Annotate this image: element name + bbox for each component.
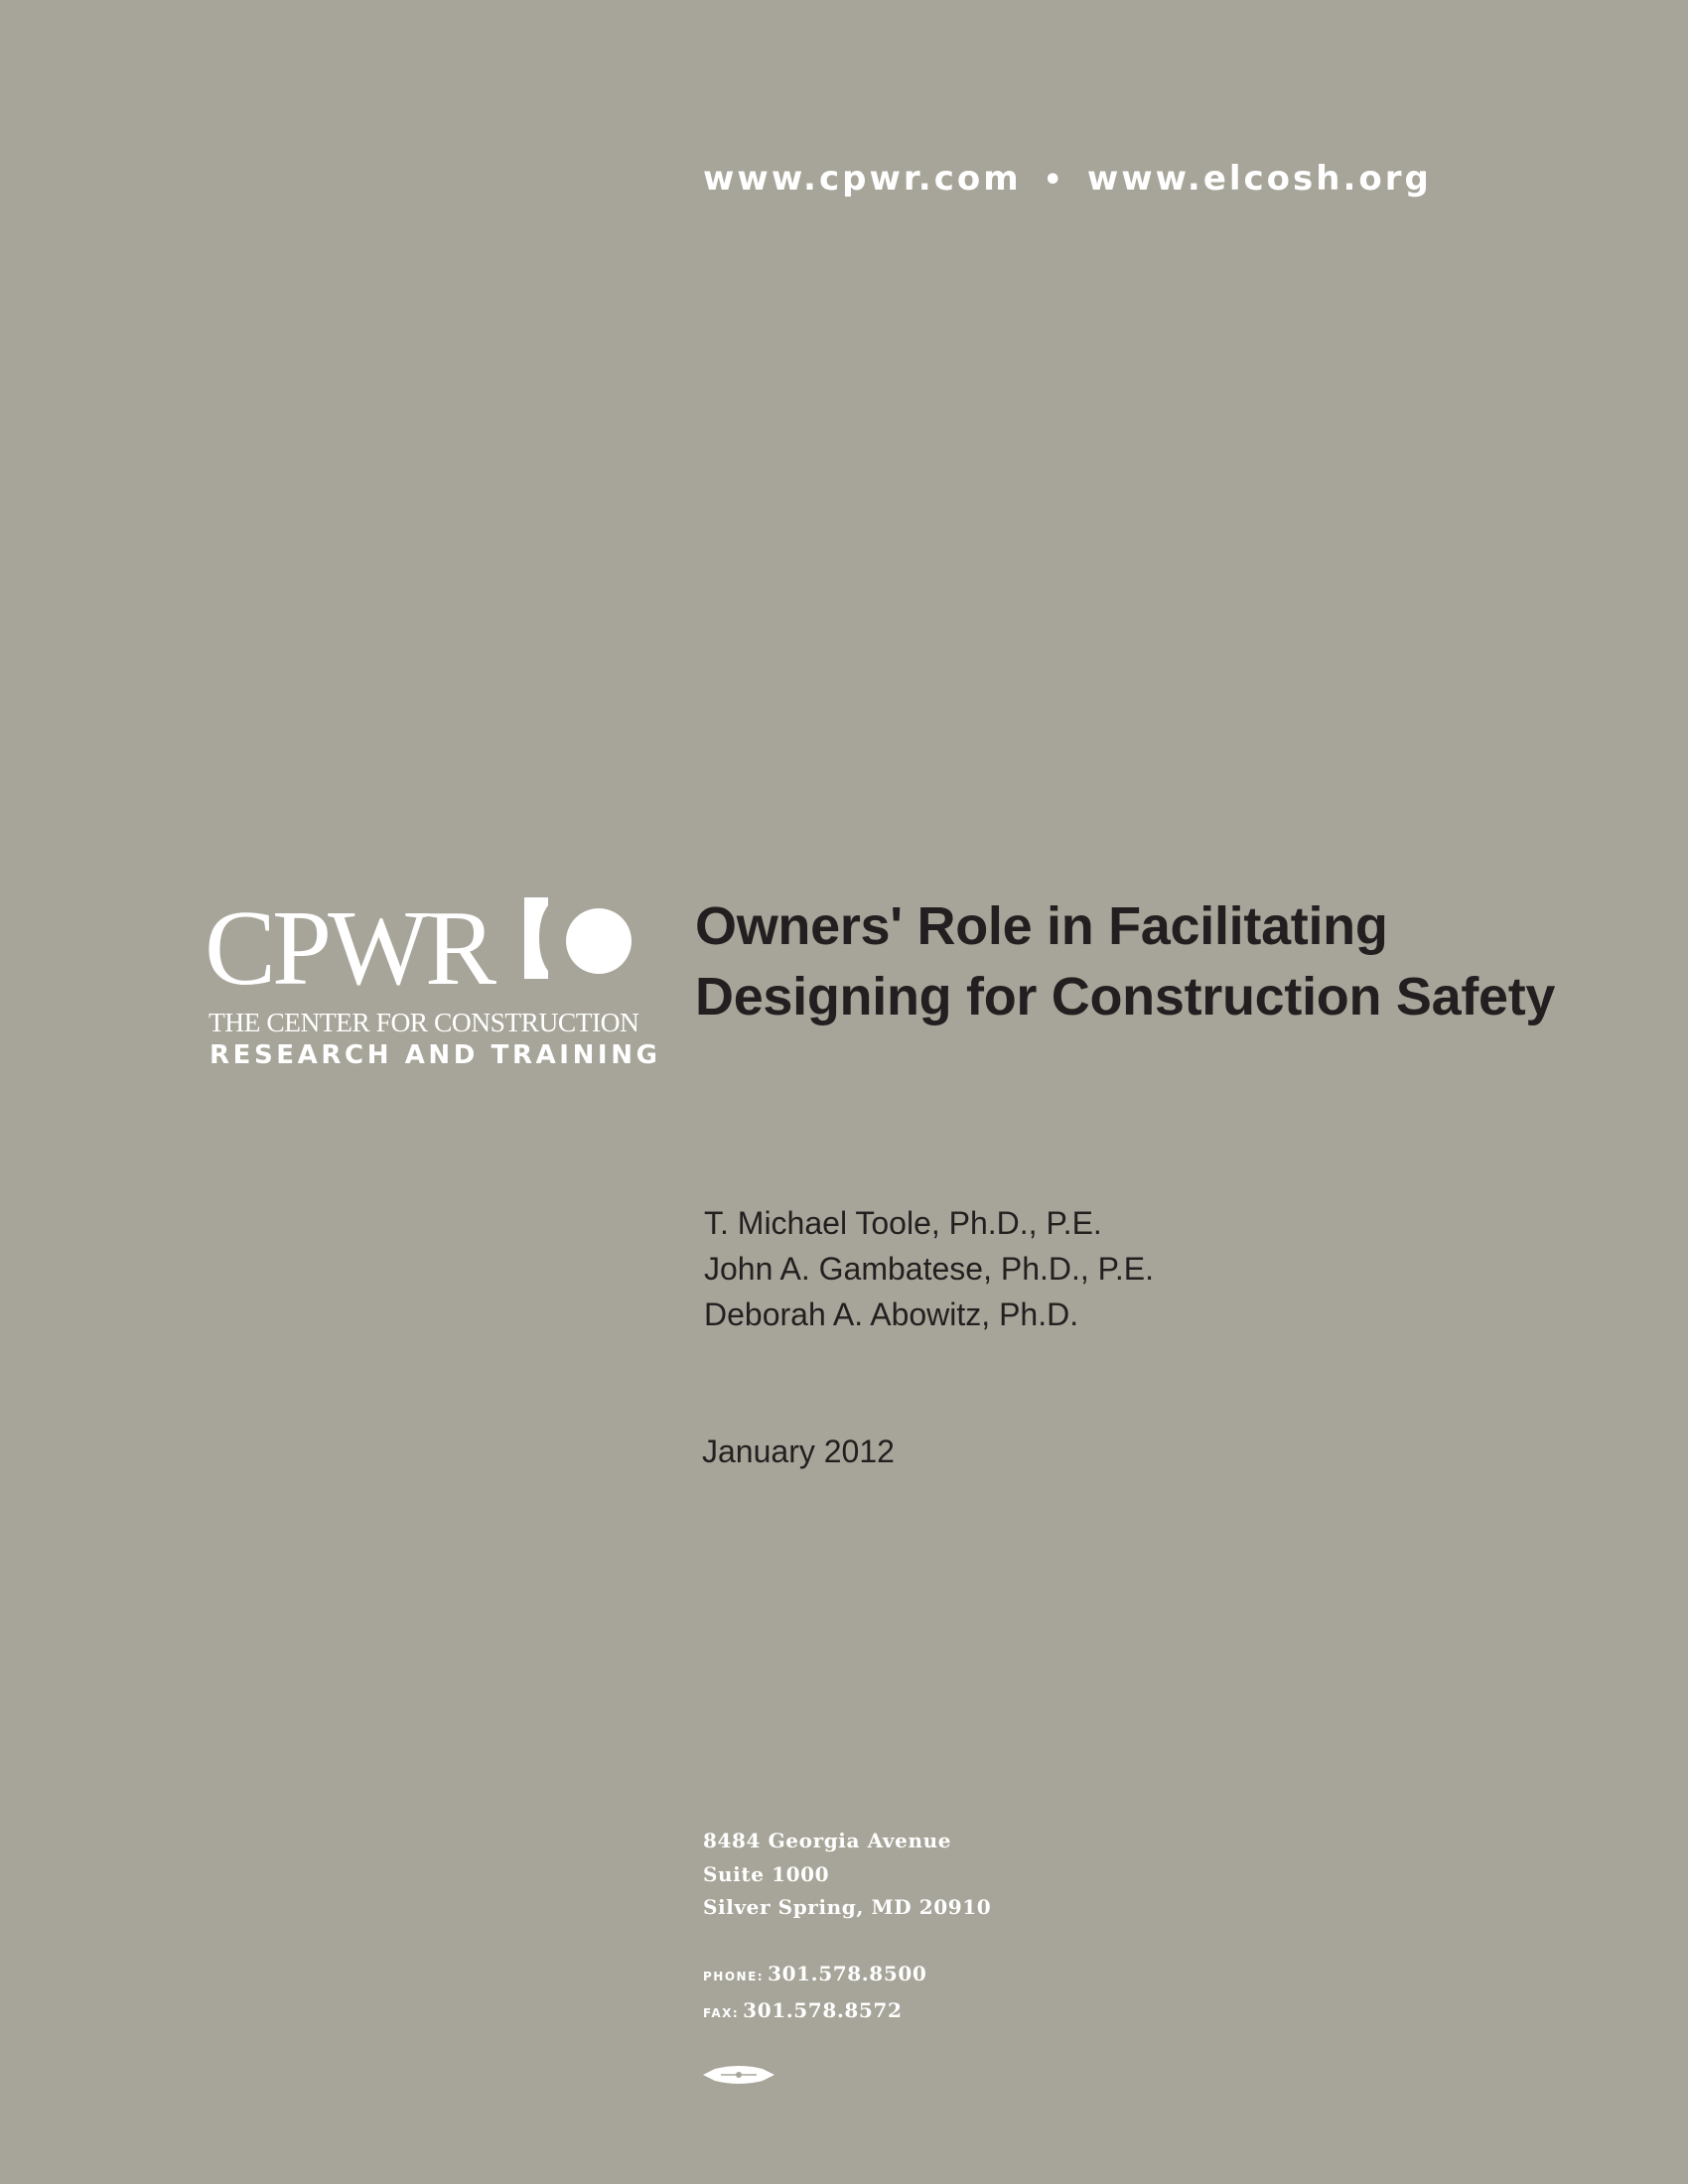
- author-name: T. Michael Toole, Ph.D., P.E.: [704, 1205, 1102, 1241]
- website-links: [703, 159, 1432, 199]
- author-name: John A. Gambatese, Ph.D., P.E.: [704, 1251, 1154, 1287]
- logo-tagline-line2: RESEARCH AND TRAINING: [210, 1040, 661, 1070]
- separator-bullet: •: [1043, 163, 1065, 198]
- author-list: [704, 1200, 1154, 1337]
- fax-line: [703, 1994, 926, 2031]
- cpwr-bracket-circle-mark-icon: [520, 893, 641, 983]
- title-line-1: Owners' Role in Facilitating: [695, 896, 1388, 956]
- phone-number: 301.578.8500: [768, 1962, 927, 1985]
- cpwr-logo: [205, 889, 661, 1070]
- fax-label: FAX:: [703, 2005, 740, 2020]
- author-name: Deborah A. Abowitz, Ph.D.: [704, 1297, 1079, 1332]
- website-cpwr-link[interactable]: www.cpwr.com: [703, 159, 1022, 199]
- phone-line: [703, 1958, 926, 1994]
- website-elcosh-link[interactable]: www.elcosh.org: [1086, 159, 1432, 199]
- fax-number: 301.578.8572: [743, 1997, 903, 2022]
- logo-wordmark: CPWR: [205, 889, 493, 1008]
- union-label-icon: [701, 2063, 776, 2087]
- phone-label: PHONE:: [703, 1970, 765, 1983]
- title-line-2: Designing for Construction Safety: [695, 967, 1556, 1026]
- publication-date: January 2012: [702, 1433, 895, 1469]
- logo-tagline-line1: THE CENTER FOR CONSTRUCTION: [209, 1007, 639, 1037]
- address-city: Silver Spring, MD 20910: [703, 1895, 992, 1919]
- address-street: 8484 Georgia Avenue: [703, 1829, 952, 1852]
- address-suite: Suite 1000: [703, 1861, 830, 1886]
- mailing-address: [703, 1825, 991, 1925]
- contact-info: [703, 1958, 926, 2030]
- document-title: [695, 891, 1628, 1032]
